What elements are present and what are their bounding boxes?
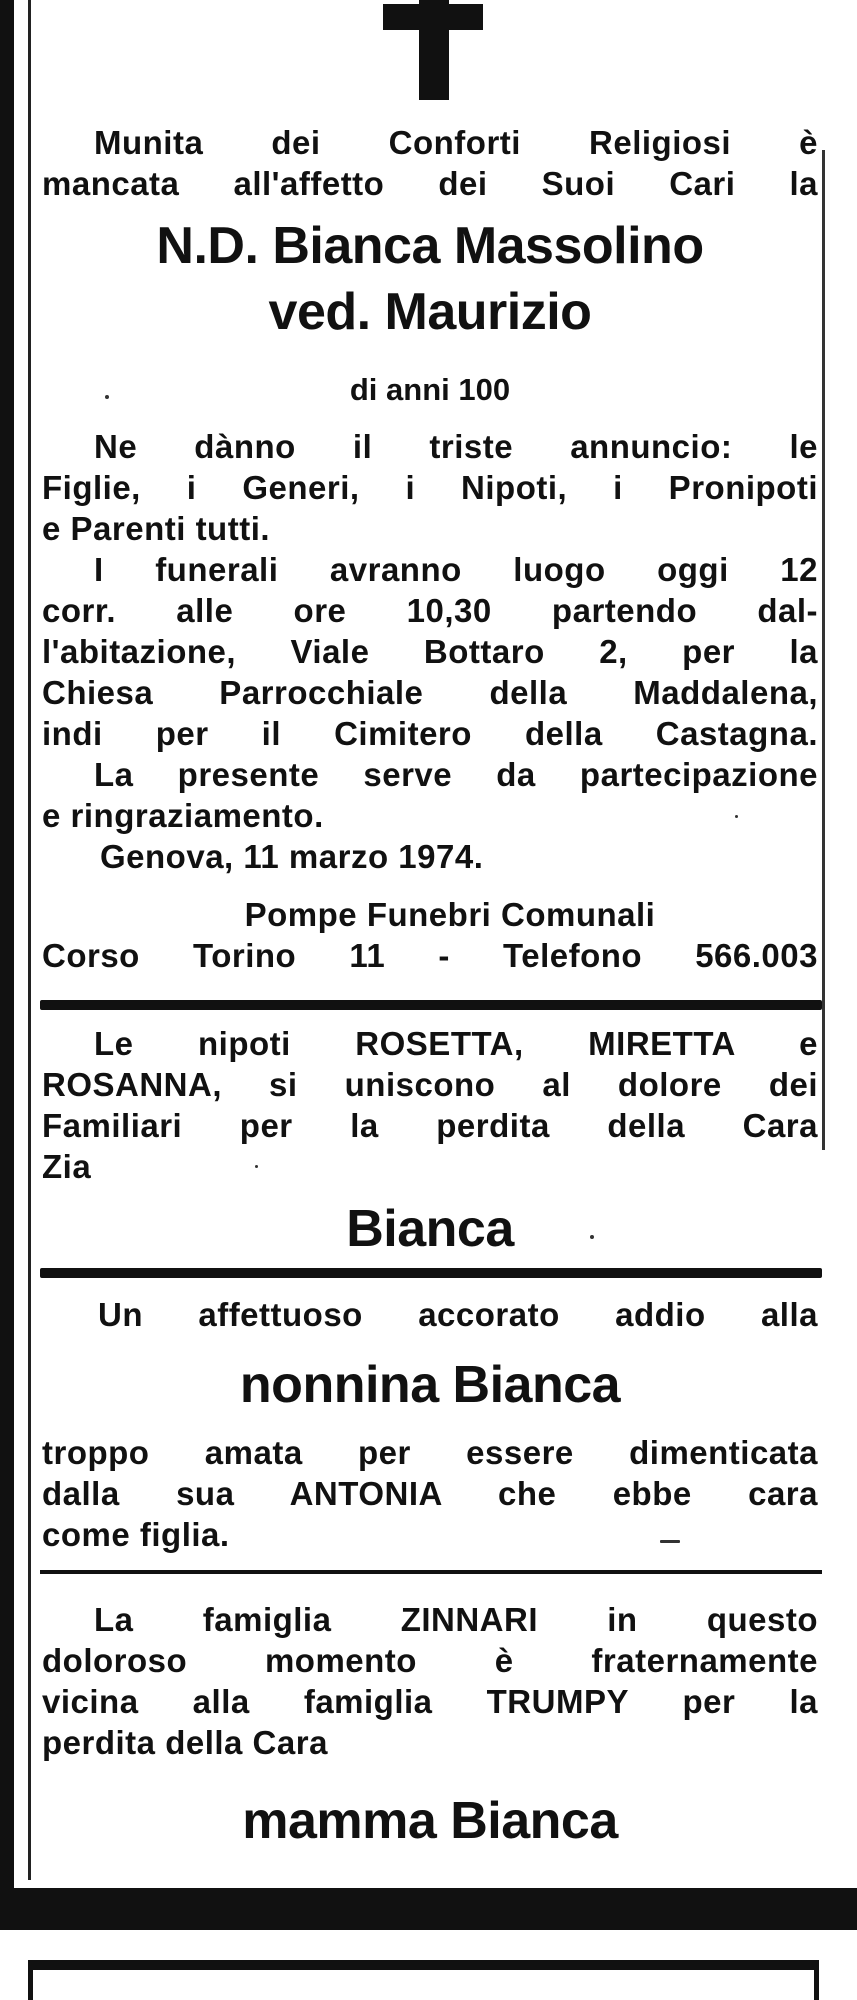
notice3-name-text: nonnina Bianca (239, 1356, 621, 1414)
notice2-line-3: Familiari per la perdita della Cara (42, 1107, 818, 1144)
notice1-thanks (42, 754, 818, 836)
notice-3 (42, 1294, 818, 1335)
deceased-name-line-1: N.D. Bianca Massolino (156, 217, 704, 275)
age-text: di anni 100 (349, 372, 511, 407)
print-speck (590, 1235, 594, 1239)
notice1-funeral (42, 549, 818, 754)
family-line-2: Figlie, i Generi, i Nipoti, i Pronipoti (42, 469, 818, 506)
deceased-name-line-2: ved. Maurizio (268, 283, 592, 341)
notice4-name (42, 1788, 818, 1854)
notice2-line-4: Zia (42, 1148, 92, 1185)
notice2-name-text: Bianca (346, 1200, 514, 1258)
notice3-name (42, 1352, 818, 1418)
next-notice-frame-left (28, 1960, 33, 2000)
left-border-rule (0, 0, 14, 1890)
funeral-line-2: corr. alle ore 10,30 partendo dal- (42, 592, 818, 629)
deceased-name (42, 213, 818, 345)
undertaker-address: Corso Torino 11 - Telefono 566.003 (42, 937, 818, 974)
notice3-body (42, 1432, 818, 1555)
deceased-age (42, 370, 818, 410)
separator-rule-2 (40, 1268, 822, 1278)
notice2-name (42, 1196, 818, 1262)
notice4-line-4: perdita della Cara (42, 1724, 328, 1761)
notice1-intro-line-2: mancata all'affetto dei Suoi Cari la (42, 165, 818, 202)
notice3-intro: Un affettuoso accorato addio alla (98, 1296, 818, 1333)
notice2-line-1: Le nipoti ROSETTA, MIRETTA e (94, 1025, 818, 1062)
print-speck (105, 395, 109, 399)
print-speck (660, 1540, 680, 1543)
thanks-line-1: La presente serve da partecipazione (94, 756, 818, 793)
funeral-line-5: indi per il Cimitero della Castagna. (42, 715, 818, 752)
notice3-line-1: troppo amata per essere dimenticata (42, 1434, 818, 1471)
bottom-black-band (0, 1888, 857, 1930)
notice4-line-2: doloroso momento è fraternamente (42, 1642, 818, 1679)
funeral-line-3: l'abitazione, Viale Bottaro 2, per la (42, 633, 818, 670)
notice1-intro-line-1: Munita dei Conforti Religiosi è (94, 124, 818, 161)
notice-1 (42, 122, 818, 204)
notice-4 (42, 1599, 818, 1763)
thanks-line-2: e ringraziamento. (42, 797, 324, 834)
next-notice-frame-top (28, 1960, 818, 1970)
next-notice-frame-right (814, 1960, 819, 2000)
notice3-line-3: come figlia. (42, 1516, 230, 1553)
notice4-line-3: vicina alla famiglia TRUMPY per la (42, 1683, 818, 1720)
notice4-name-text: mamma Bianca (242, 1792, 618, 1850)
notice-2 (42, 1023, 818, 1187)
separator-rule-3 (40, 1570, 822, 1574)
funeral-line-4: Chiesa Parrocchiale della Maddalena, (42, 674, 818, 711)
undertaker-name: Pompe Funebri Comunali (244, 896, 656, 933)
family-line-3: e Parenti tutti. (42, 510, 271, 547)
print-speck (255, 1165, 258, 1168)
notice1-family (42, 426, 818, 549)
notice2-line-2: ROSANNA, si uniscono al dolore dei (42, 1066, 818, 1103)
notice4-line-1: La famiglia ZINNARI in questo (94, 1601, 818, 1638)
separator-rule-1 (40, 1000, 822, 1010)
notice3-line-2: dalla sua ANTONIA che ebbe cara (42, 1475, 818, 1512)
family-line-1: Ne dànno il triste annuncio: le (94, 428, 818, 465)
notice1-place-date (42, 836, 818, 877)
funeral-line-1: I funerali avranno luogo oggi 12 (94, 551, 818, 588)
left-inner-rule (28, 0, 31, 1880)
undertaker-info (42, 894, 818, 976)
right-border-rule (822, 150, 825, 1150)
place-date: Genova, 11 marzo 1974. (100, 838, 484, 875)
cross-icon (383, 0, 483, 100)
print-speck (735, 815, 738, 818)
